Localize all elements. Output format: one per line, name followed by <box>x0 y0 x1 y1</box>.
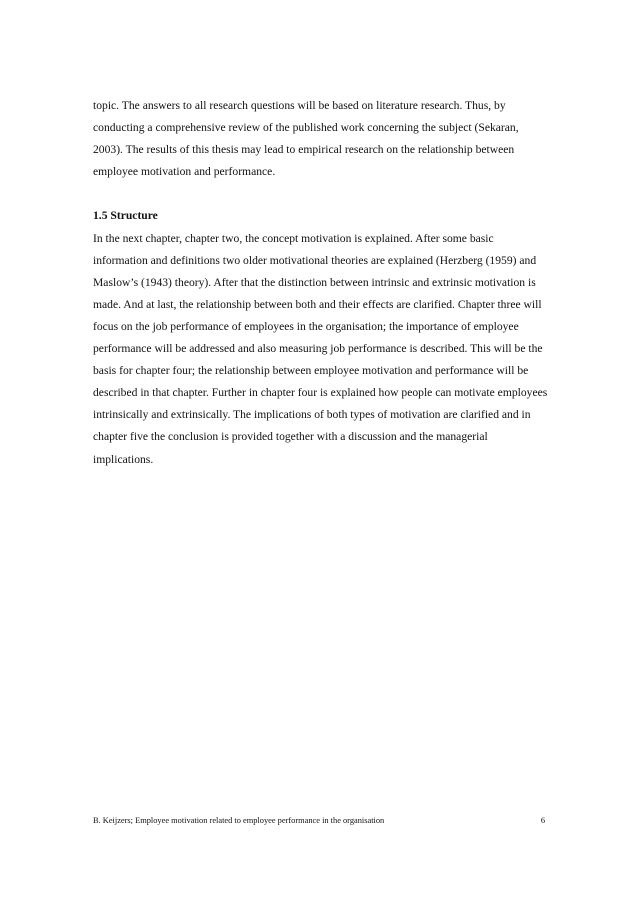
structure-line: In the next chapter, chapter two, the concept motivation is explained. After some basic <box>93 231 494 245</box>
structure-line: made. And at last, the relationship between both and their effects are clarified. Chapter three will <box>93 297 542 311</box>
intro-line: topic. The answers to all research questions will be based on literature research. Thus, by <box>93 99 506 112</box>
footer-text: B. Keijzers; Employee motivation related to employee performance in the organisation <box>93 816 385 825</box>
structure-line: focus on the job performance of employees in the organisation; the importance of employee <box>93 319 519 333</box>
structure-line: intrinsically and extrinsically. The implications of both types of motivation are clarified and in <box>93 408 531 422</box>
structure-line: information and definitions two older motivational theories are explained (Herzberg (1959) and <box>93 253 537 267</box>
page-footer <box>93 815 545 826</box>
page-body <box>93 95 553 471</box>
intro-line: conducting a comprehensive review of the published work concerning the subject (Sekaran, <box>93 121 519 135</box>
section-heading: 1.5 Structure <box>93 209 158 223</box>
intro-line: employee motivation and performance. <box>93 165 276 179</box>
structure-line: chapter five the conclusion is provided together with a discussion and the managerial <box>93 430 488 444</box>
structure-line: implications. <box>93 452 154 466</box>
structure-line: Maslow’s (1943) theory). After that the distinction between intrinsic and extrinsic motivation is <box>93 275 536 289</box>
intro-line: 2003). The results of this thesis may lead to empirical research on the relationship between <box>93 143 515 157</box>
structure-line: performance will be addressed and also measuring job performance is described. This will be the <box>93 342 543 356</box>
paragraph-gap <box>93 183 553 205</box>
page-number: 6 <box>540 816 545 825</box>
structure-line: basis for chapter four; the relationship between employee motivation and performance will be <box>93 364 529 378</box>
structure-line: described in that chapter. Further in chapter four is explained how people can motivate employees <box>93 386 548 400</box>
